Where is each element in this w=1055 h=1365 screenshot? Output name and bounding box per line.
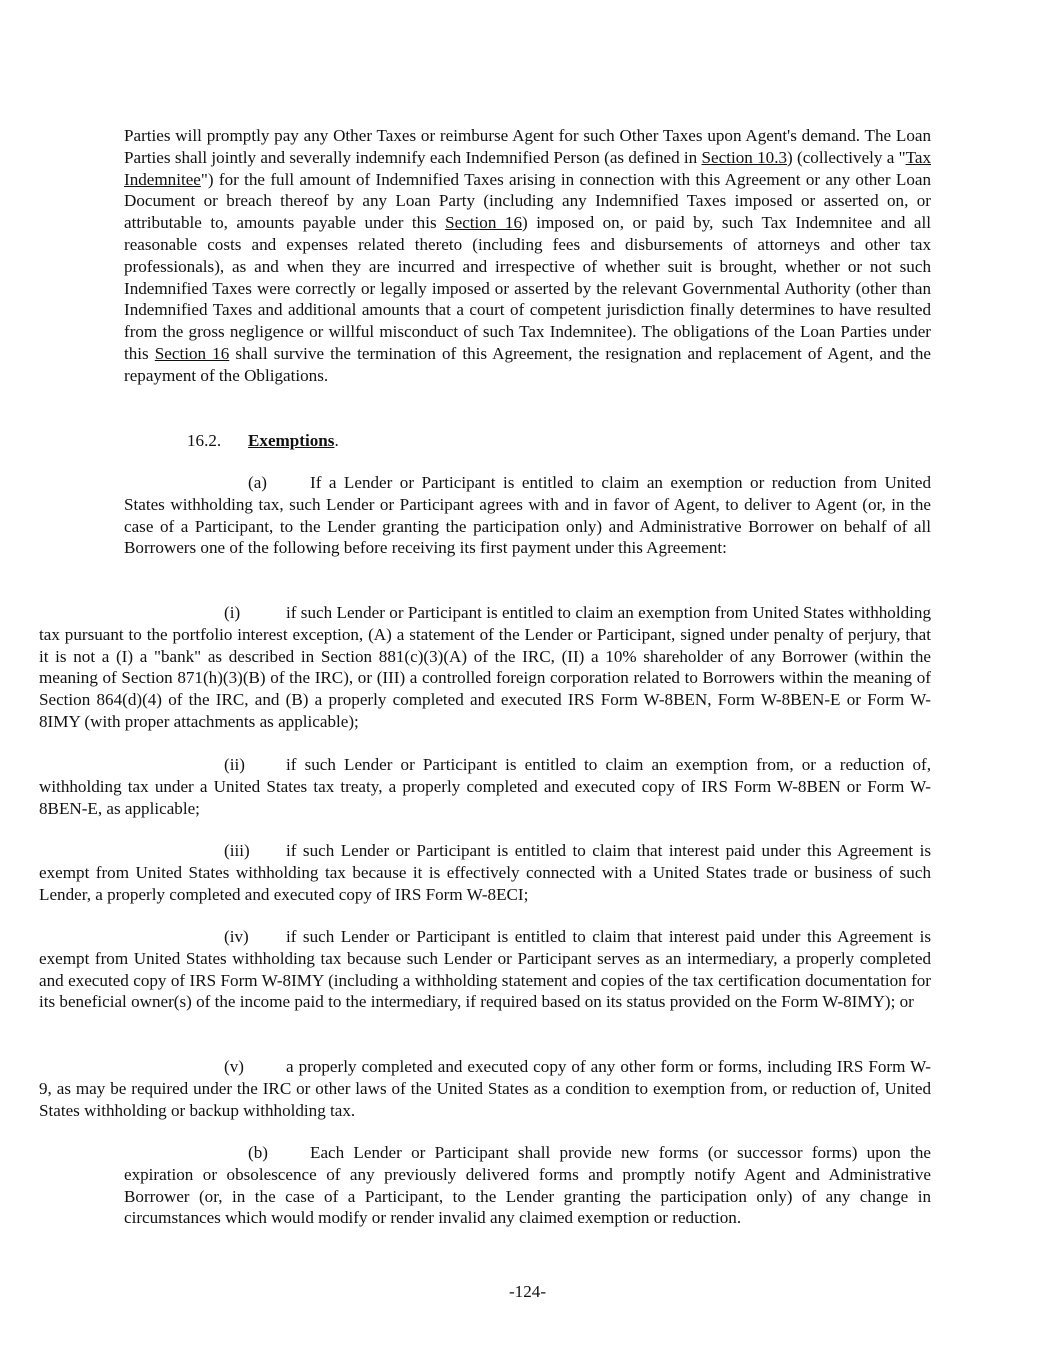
item-ii-text: if such Lender or Participant is entitled to claim an exemption from, or a reduction of, withholding tax under a United States tax treaty, a properly completed and executed copy of IRS Form W-8BEN or Form W-8BEN-E, as applicable;	[39, 755, 931, 818]
section-ref-16-b: Section 16	[154, 343, 230, 363]
section-number: 16.2.	[187, 431, 222, 450]
intro-text-5: shall survive the termination of this Agreement, the resignation and replacement of Agent, and the repayment of the Obligations.	[124, 343, 932, 385]
section-title-suffix: .	[334, 431, 339, 450]
page-number: -124-	[508, 1282, 547, 1301]
item-iii-text: if such Lender or Participant is entitled to claim that interest paid under this Agreement is exempt from United States withholding tax because it is effectively connected with a United States trade or business of such Lender, a properly completed and executed copy of IRS Form W-8ECI;	[39, 841, 931, 904]
item-iv-text: if such Lender or Participant is entitled to claim that interest paid under this Agreement is exempt from United States withholding tax because such Lender or Participant serves as an intermediary, a properly completed and executed copy of IRS Form W-8IMY (including a withholding statement and copies of the tax certification documentation for its beneficial owner(s) of the income paid to the intermediary, if required based on its status provided on the Form W-8IMY); or	[39, 927, 931, 1012]
item-iii	[39, 840, 931, 905]
intro-text-1: Parties will promptly pay any Other Taxes or reimburse Agent for such Other Taxes upon Agent's demand. The Loan Parties shall jointly and severally indemnify each Indemnified Person (as defined in	[124, 126, 931, 167]
item-i-label: (i)	[224, 603, 241, 622]
item-v-text: a properly completed and executed copy of any other form or forms, including IRS Form W-9, as may be required under the IRC or other laws of the United States as a condition to exemption from, or reduction of, United States withholding or backup withholding tax.	[39, 1057, 931, 1120]
intro-text-3: ") for the full amount of Indemnified Taxes arising in connection with this Agreement or any other Loan Document or breach thereof by any Loan Party (including any Indemnified Taxes imposed or asserted on, or attributable to, amounts payable under this	[124, 169, 931, 233]
item-iv	[39, 926, 931, 1013]
item-i	[39, 602, 931, 733]
section-ref-10-3: Section 10.3	[701, 147, 788, 167]
section-heading	[187, 430, 787, 452]
tax-indemnitee-term: Tax Indemnitee	[124, 147, 931, 189]
section-title: Exemptions	[248, 431, 335, 450]
item-i-text: if such Lender or Participant is entitled to claim an exemption from United States withholding tax pursuant to the portfolio interest exception, (A) a statement of the Lender or Participant, signed under penalty of perjury, that it is not a (I) a "bank" as described in Section 881(c)(3)(A) of the IRC, (II) a 10% shareholder of any Borrower (within the meaning of Section 871(h)(3)(B) of the IRC), or (III) a controlled foreign corporation related to Borrowers within the meaning of Section 864(d)(4) of the IRC, and (B) a properly completed and executed IRS Form W-8BEN, Form W-8BEN-E or Form W-8IMY (with proper attachments as applicable);	[39, 603, 931, 731]
clause-b-label: (b)	[248, 1143, 268, 1162]
clause-a-label: (a)	[248, 473, 267, 492]
item-v-label: (v)	[224, 1057, 244, 1076]
clause-b-text: Each Lender or Participant shall provide new forms (or successor forms) upon the expiration or obsolescence of any previously delivered forms and promptly notify Agent and Administrative Borrower (or, in the case of a Participant, to the Lender granting the participation only) of any change in circumstances which would modify or render invalid any claimed exemption or reduction.	[124, 1143, 931, 1228]
clause-a	[124, 472, 931, 559]
item-ii	[39, 754, 931, 819]
clause-a-text: If a Lender or Participant is entitled to claim an exemption or reduction from United States withholding tax, such Lender or Participant agrees with and in favor of Agent, to deliver to Agent (or, in the case of a Participant, to the Lender granting the participation only) and Administrative Borrower on behalf of all Borrowers one of the following before receiving its first payment under this Agreement:	[124, 473, 931, 558]
clause-b	[124, 1142, 931, 1229]
intro-text-4: ) imposed on, or paid by, such Tax Indemnitee and all reasonable costs and expenses related thereto (including fees and disbursements of attorneys and other tax professionals), as and when they are incurred and irrespective of whether suit is brought, whether or not such Indemnified Taxes were correctly or legally imposed or asserted by the relevant Governmental Authority (other than Indemnified Taxes and additional amounts that a court of competent jurisdiction finally determines to have resulted from the gross negligence or willful misconduct of such Tax Indemnitee). The obligations of the Loan Parties under this	[124, 213, 931, 363]
item-iii-label: (iii)	[224, 841, 250, 860]
item-ii-label: (ii)	[224, 755, 245, 774]
item-v	[39, 1056, 931, 1121]
item-iv-label: (iv)	[224, 927, 249, 946]
section-ref-16-a: Section 16	[445, 213, 522, 233]
intro-paragraph	[124, 125, 931, 387]
intro-text-2: ) (collectively a "	[787, 147, 906, 167]
